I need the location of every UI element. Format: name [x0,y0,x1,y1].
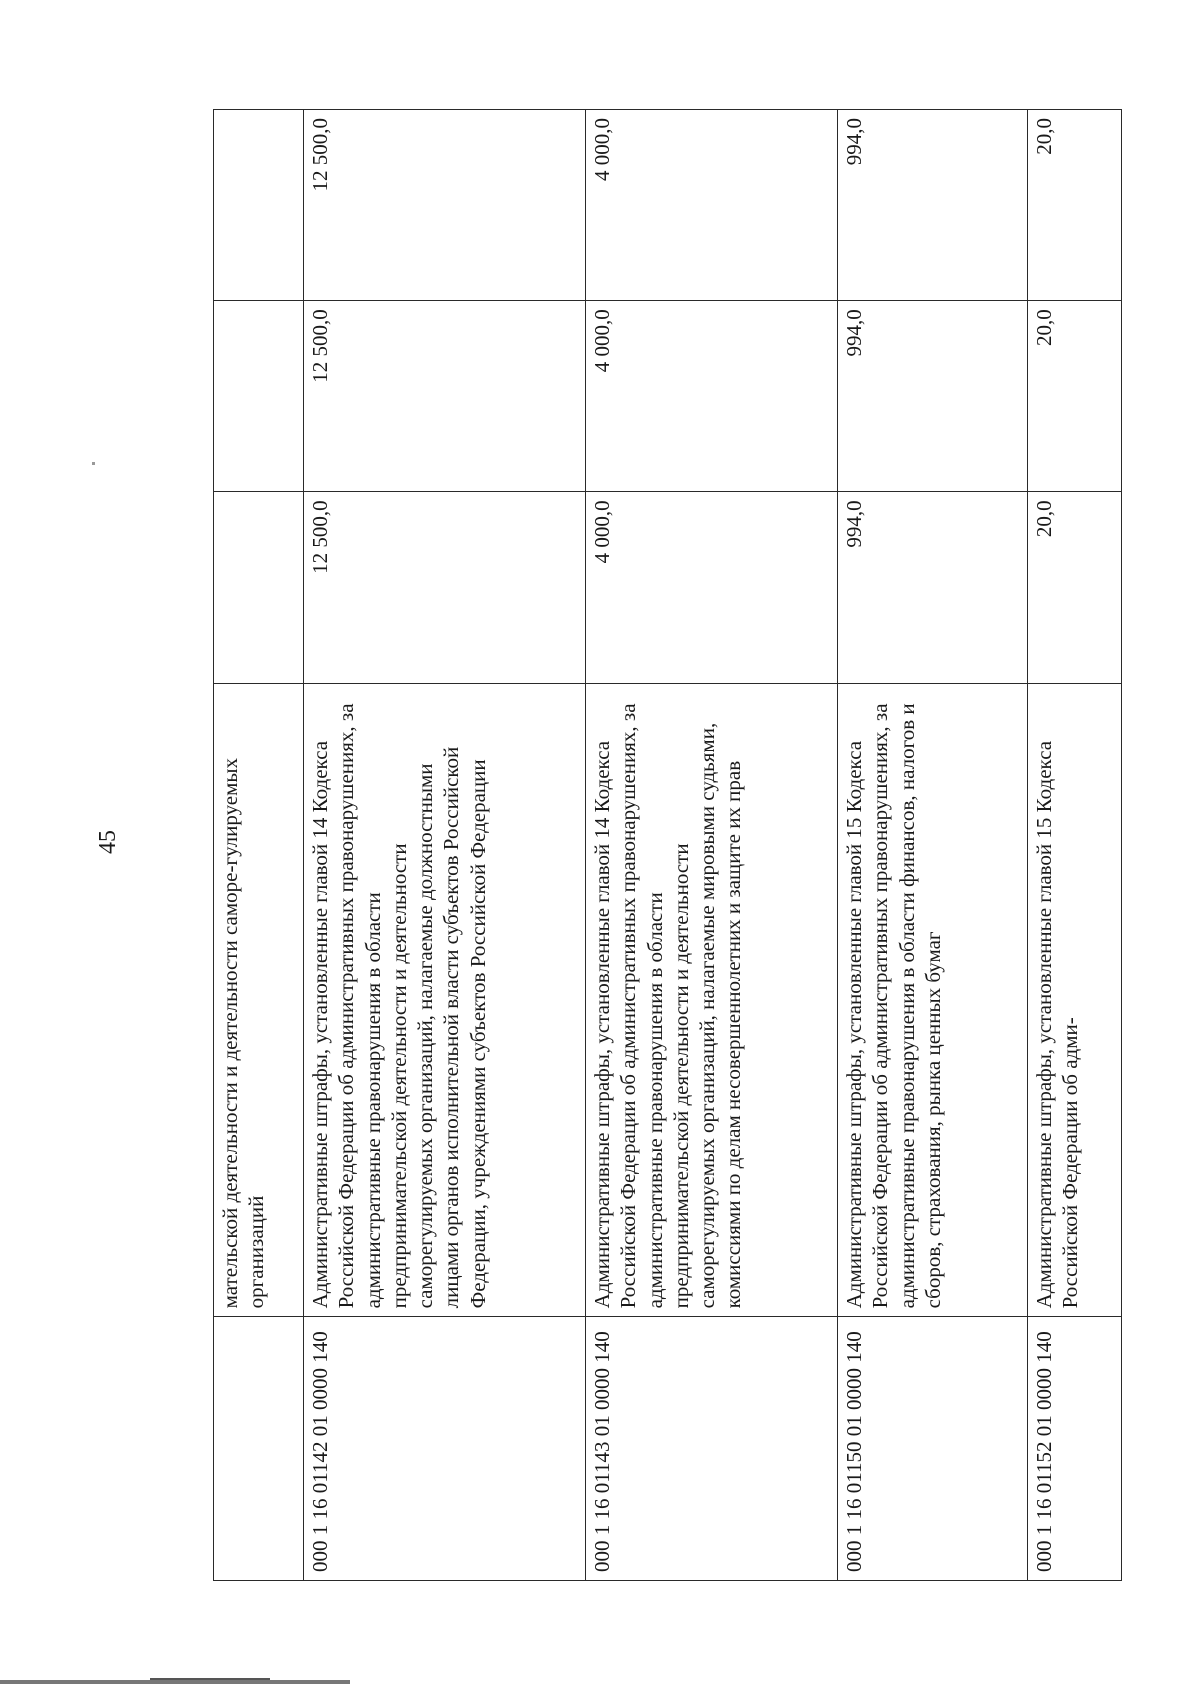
row-value-cell-2: 20,0 [1028,301,1122,492]
row-description-cell: Административные штрафы, установленные главой 15 Кодекса Российской Федерации об адми- [1028,683,1122,1317]
row-code-cell: 000 1 16 01142 01 0000 140 [304,1317,586,1581]
table-row [838,110,1028,1581]
row-value-cell-3: 994,0 [838,110,1028,301]
row-value-cell-1: 20,0 [1028,492,1122,683]
row-value-cell-2: 4 000,0 [586,301,838,492]
page-number: 45 [95,830,121,854]
row-code-cell: 000 1 16 01152 01 0000 140 [1028,1317,1122,1581]
table-row [1028,110,1122,1581]
row-description-cell: Административные штрафы, установленные главой 14 Кодекса Российской Федерации об административных правонарушениях, за административные правонарушения в области предпринимательской деятельности и деятельности саморегулируемых организаций, налагаемые мировыми судьями, комиссиями по делам несовершеннолетних и защите их прав [586,683,838,1317]
row-value-cell-2 [214,301,304,492]
scan-speck [92,462,95,465]
row-value-cell-2: 994,0 [838,301,1028,492]
row-description-cell: мательской деятельности и деятельности саморе-гулируемых организаций [214,683,304,1317]
row-value-cell-3: 4 000,0 [586,110,838,301]
row-value-cell-1: 12 500,0 [304,492,586,683]
row-value-cell-3 [214,110,304,301]
row-value-cell-1: 994,0 [838,492,1028,683]
table-row [304,110,586,1581]
table-row [586,110,838,1581]
row-value-cell-3: 12 500,0 [304,110,586,301]
rotated-table-frame [213,109,1131,1581]
row-description-cell: Административные штрафы, установленные главой 14 Кодекса Российской Федерации об административных правонарушениях, за административные правонарушения в области предпринимательской деятельности и деятельности саморегулируемых организаций, налагаемые должностными лицами органов исполнительной власти субъектов Российской Федерации, учреждениями субъектов Российской Федерации [304,683,586,1317]
row-value-cell-3: 20,0 [1028,110,1122,301]
row-code-cell [214,1317,304,1581]
row-code-cell: 000 1 16 01150 01 0000 140 [838,1317,1028,1581]
row-value-cell-2: 12 500,0 [304,301,586,492]
scan-artifact [0,1680,350,1684]
table-row [214,110,304,1581]
budget-table [213,109,1122,1581]
row-value-cell-1 [214,492,304,683]
scan-artifact-mark [150,1678,270,1680]
row-description-cell: Административные штрафы, установленные главой 15 Кодекса Российской Федерации об административных правонарушениях, за административные правонарушения в области финансов, налогов и сборов, страхования, рынка ценных бумаг [838,683,1028,1317]
row-value-cell-1: 4 000,0 [586,492,838,683]
rotated-table-container [213,109,1131,1581]
row-code-cell: 000 1 16 01143 01 0000 140 [586,1317,838,1581]
